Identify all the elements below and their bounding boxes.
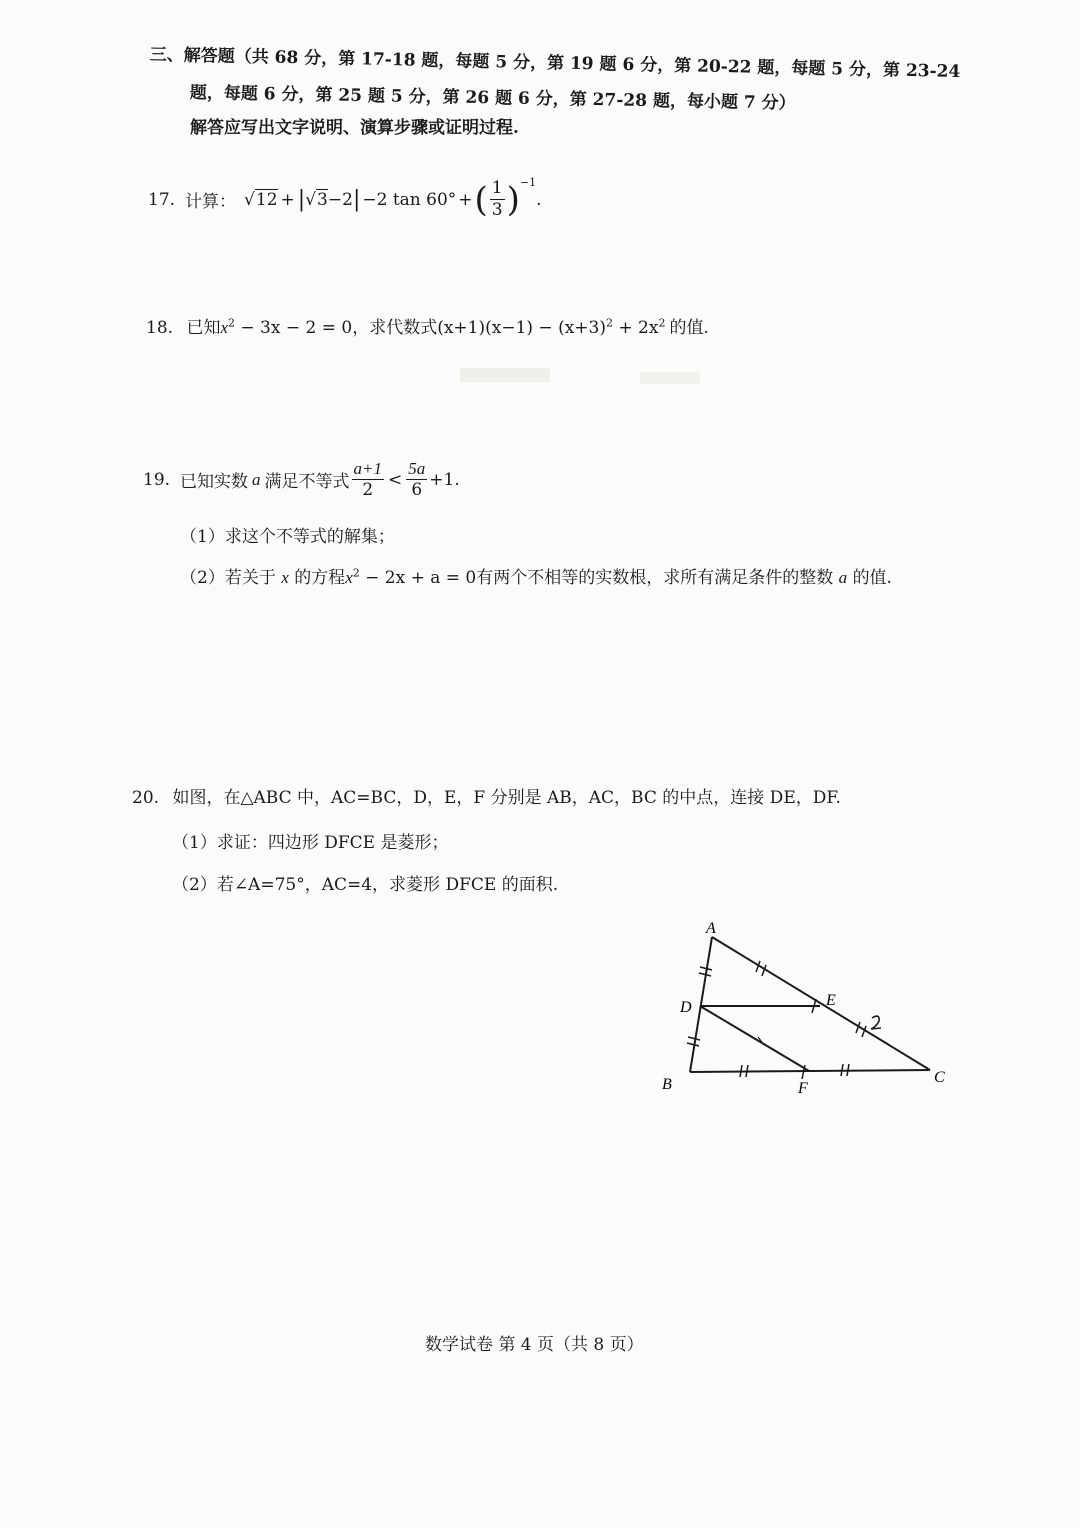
q17-radicand-2: 3 bbox=[317, 190, 328, 210]
q18-expr-part1: (x+1)(x−1) − (x+3) bbox=[437, 318, 606, 338]
section-header-line2: 题，每题 6 分，第 25 题 5 分，第 26 题 6 分，第 27-28 题，每小题 7 分） bbox=[189, 82, 796, 114]
q18-suffix: 的值. bbox=[669, 318, 709, 338]
q17-abs-open: | bbox=[297, 187, 306, 212]
q19-part2-eq-x: x bbox=[345, 568, 353, 587]
q17-number: 17. bbox=[148, 189, 176, 210]
label-F: F bbox=[798, 1080, 808, 1097]
q17-expression bbox=[244, 176, 542, 220]
q19-part2-eq-rest: − 2x + a = 0 bbox=[359, 568, 477, 588]
question-17 bbox=[148, 176, 542, 220]
q19-frac1-den: 2 bbox=[362, 480, 374, 500]
q19-less-than: < bbox=[388, 469, 403, 490]
q17-paren-close: ) bbox=[506, 179, 520, 220]
q17-sqrt-sign-2: √ bbox=[305, 189, 317, 210]
q17-fraction bbox=[490, 180, 505, 219]
side-AB bbox=[690, 937, 712, 1072]
q19-part1: （1）求这个不等式的解集； bbox=[180, 527, 395, 547]
q18-number: 18. bbox=[146, 318, 174, 338]
q19-frac2-den: 6 bbox=[411, 480, 423, 500]
q17-sqrt-sign-1: √ bbox=[244, 189, 255, 210]
bleed-through-mark bbox=[460, 368, 550, 382]
q18-middle: 求代数式 bbox=[369, 318, 438, 338]
q17-minus-two: −2 bbox=[327, 189, 353, 210]
side-AC bbox=[712, 937, 930, 1070]
label-B: B bbox=[662, 1076, 672, 1093]
q17-end: . bbox=[536, 189, 542, 210]
q19-number: 19. bbox=[143, 469, 171, 490]
tick-marks-EC bbox=[856, 1022, 866, 1037]
q17-exponent: −1 bbox=[519, 176, 537, 189]
q19-part2-a-var: a bbox=[838, 568, 848, 587]
q18-expr-part2: + 2x bbox=[613, 318, 659, 338]
page-footer: 数学试卷 第 4 页（共 8 页） bbox=[425, 1335, 644, 1355]
q19-part2-d: 的值. bbox=[852, 568, 892, 588]
q19-part2-eq-square: 2 bbox=[352, 566, 360, 580]
q19-part2-a: （2）若关于 bbox=[180, 568, 276, 588]
q19-tail: +1. bbox=[429, 469, 460, 490]
question-18 bbox=[146, 313, 709, 338]
q19-fraction-1 bbox=[352, 460, 384, 499]
q18-prefix: 已知 bbox=[186, 318, 221, 338]
q17-prefix: 计算： bbox=[185, 192, 237, 212]
q17-frac-num: 1 bbox=[491, 178, 503, 198]
handwritten-mark bbox=[871, 1016, 881, 1029]
section-instruction: 解答应写出文字说明、演算步骤或证明过程. bbox=[190, 118, 519, 138]
q19-frac1-num: a+1 bbox=[353, 459, 383, 478]
q20-part2: （2）若∠A=75°，AC=4，求菱形 DFCE 的面积. bbox=[172, 875, 559, 895]
q17-plus-1: + bbox=[280, 189, 295, 210]
label-D: D bbox=[680, 999, 692, 1016]
q17-frac-den: 3 bbox=[491, 200, 503, 220]
label-E: E bbox=[826, 992, 836, 1009]
q19-fraction-2 bbox=[406, 460, 427, 499]
q17-plus-2: + bbox=[458, 189, 473, 210]
q18-expr-square-1: 2 bbox=[606, 316, 613, 330]
question-20 bbox=[132, 783, 841, 808]
q18-expr-square-2: 2 bbox=[658, 316, 666, 330]
q17-paren-open: ( bbox=[474, 179, 488, 220]
q19-part2-x: x bbox=[281, 568, 289, 587]
q17-tan-term: −2 tan 60° bbox=[362, 189, 457, 210]
tick-marks-DB bbox=[687, 1037, 700, 1046]
q19-middle: 满足不等式 bbox=[264, 472, 350, 492]
label-C: C bbox=[934, 1069, 945, 1086]
triangle-figure bbox=[650, 915, 960, 1105]
q19-var-a: a bbox=[252, 469, 261, 489]
q19-frac2-num: 5a bbox=[408, 459, 426, 478]
q19-part2-c: 有两个不相等的实数根，求所有满足条件的整数 bbox=[476, 568, 834, 588]
q18-equation-x: x bbox=[220, 318, 228, 337]
section-header-line1: 三、解答题（共 68 分，第 17-18 题，每题 5 分，第 19 题 6 分，第 20-22 题，每题 5 分，第 23-24 bbox=[149, 44, 961, 82]
q20-part1: （1）求证：四边形 DFCE 是菱形； bbox=[172, 833, 449, 853]
q18-equation-square: 2 bbox=[228, 316, 235, 330]
question-19 bbox=[143, 460, 460, 499]
side-BC bbox=[690, 1070, 930, 1072]
q19-part2 bbox=[180, 563, 892, 588]
q17-radicand-1: 12 bbox=[255, 190, 278, 210]
segment-DF bbox=[700, 1006, 809, 1071]
q20-text: 如图，在△ABC 中，AC=BC，D，E，F 分别是 AB，AC，BC 的中点，连接 DE，DF. bbox=[172, 788, 841, 808]
q17-abs-close: | bbox=[352, 187, 361, 212]
tick-marks-AE bbox=[756, 961, 766, 976]
q19-prefix: 已知实数 bbox=[180, 472, 249, 492]
q18-equation-rest: − 3x − 2 = 0， bbox=[235, 318, 370, 338]
q20-number: 20. bbox=[132, 788, 160, 808]
q19-part2-b: 的方程 bbox=[294, 568, 346, 588]
bleed-through-mark bbox=[640, 372, 700, 384]
label-A: A bbox=[706, 920, 716, 937]
